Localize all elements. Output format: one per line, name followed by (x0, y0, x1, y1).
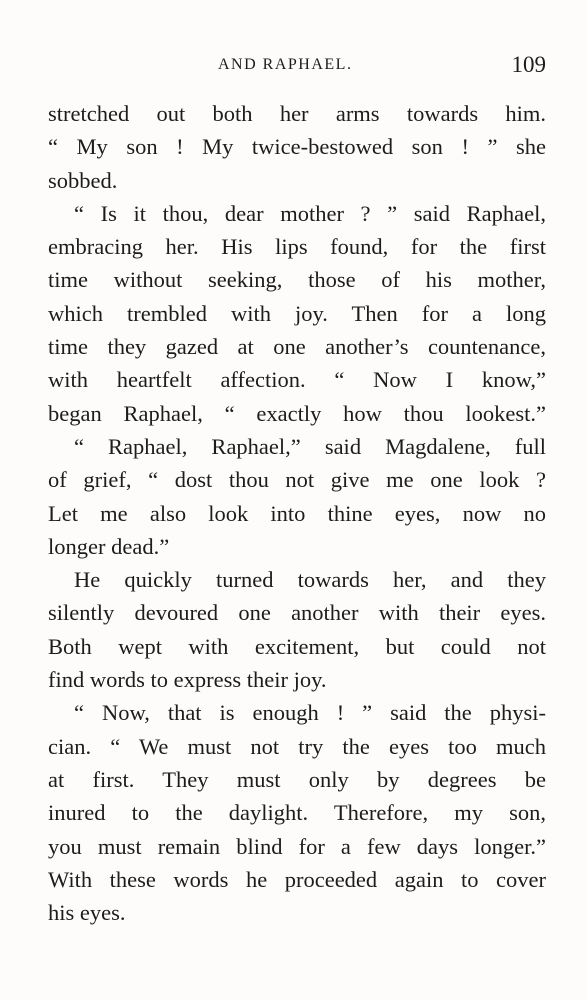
running-head (48, 52, 546, 82)
text-line: began Raphael, “ exactly how thou lookest.” (48, 400, 546, 426)
text-line: find words to express their joy. (48, 667, 327, 693)
text-line: which trembled with joy. Then for a long (48, 300, 546, 326)
text-line: time without seeking, those of his mother, (48, 267, 546, 293)
text-line: cian. “ We must not try the eyes too much (48, 733, 546, 759)
text-line: Let me also look into thine eyes, now no (48, 500, 546, 526)
running-title: AND RAPHAEL. (218, 56, 353, 73)
text-line: “ Now, that is enough ! ” said the physi- (74, 700, 546, 726)
text-line: of grief, “ dost thou not give me one look ? (48, 467, 546, 493)
body-text (48, 97, 546, 929)
text-line: silently devoured one another with their eyes. (48, 600, 546, 626)
text-line: longer dead.” (48, 533, 170, 559)
text-line: time they gazed at one another’s countenance, (48, 334, 546, 360)
text-line: stretched out both her arms towards him. (48, 101, 546, 126)
page-number: 109 (511, 52, 546, 77)
text-line: with heartfelt affection. “ Now I know,” (48, 367, 546, 393)
text-line: “ Is it thou, dear mother ? ” said Raphael, (74, 200, 546, 226)
text-line: “ Raphael, Raphael,” said Magdalene, full (74, 433, 546, 459)
text-line: at first. They must only by degrees be (48, 766, 546, 792)
text-line: With these words he proceeded again to cover (48, 866, 546, 892)
text-line: Both wept with excitement, but could not (48, 633, 546, 659)
text-line: “ My son ! My twice-bestowed son ! ” she (48, 134, 546, 160)
text-line: you must remain blind for a few days longer.” (48, 833, 546, 859)
text-line: his eyes. (48, 900, 126, 926)
text-line: sobbed. (48, 167, 118, 193)
text-line: embracing her. His lips found, for the first (48, 234, 546, 260)
text-line: He quickly turned towards her, and they (74, 567, 546, 593)
text-line: inured to the daylight. Therefore, my son, (48, 800, 546, 826)
